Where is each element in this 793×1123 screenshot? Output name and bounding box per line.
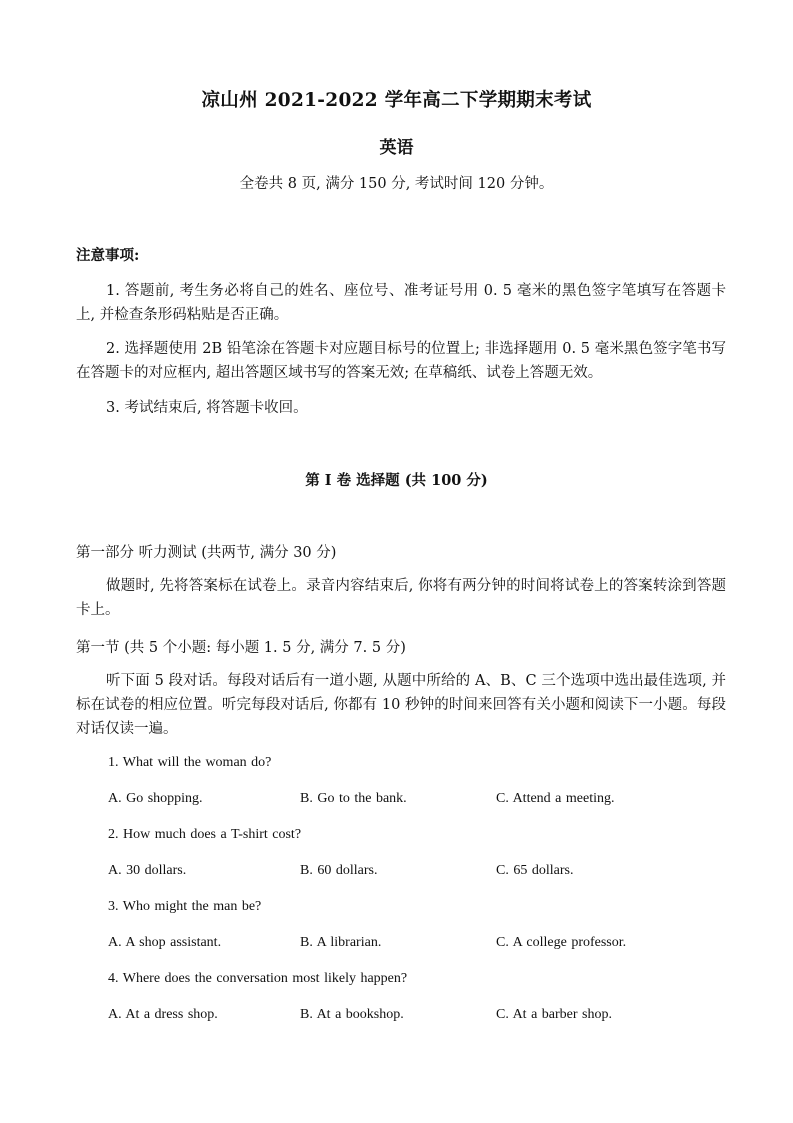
question-3-option-c: C. A college professor. bbox=[496, 935, 627, 950]
question-3-option-a: A. A shop assistant. bbox=[108, 935, 222, 950]
question-2-option-c: C. 65 dollars. bbox=[496, 863, 574, 878]
notice-item-3: 3. 考试结束后, 将答题卡收回。 bbox=[106, 400, 308, 416]
question-1: 1. What will the woman do? bbox=[108, 755, 272, 770]
exam-subject: 英语 bbox=[379, 138, 414, 158]
sub-section-title: 第一节 (共 5 个小题: 每小题 1. 5 分, 满分 7. 5 分) bbox=[76, 640, 406, 656]
question-4: 4. Where does the conversation most likely happen? bbox=[108, 971, 408, 986]
question-1-option-c: C. Attend a meeting. bbox=[496, 791, 615, 806]
sub-section-instruction: 听下面 5 段对话。每段对话后有一道小题, 从题中所给的 A、B、C 三个选项中选出最佳选项, 并标在试卷的相应位置。听完每段对话后, 你都有 10 秒钟的时间来回答有关小题和阅读下一小题。每段对话仅读一遍。 bbox=[76, 673, 726, 737]
notice-heading: 注意事项: bbox=[76, 247, 140, 264]
exam-info: 全卷共 8 页, 满分 150 分, 考试时间 120 分钟。 bbox=[239, 176, 554, 192]
question-4-option-c: C. At a barber shop. bbox=[496, 1007, 612, 1022]
question-4-option-b: B. At a bookshop. bbox=[300, 1007, 404, 1022]
part-instruction: 做题时, 先将答案标在试卷上。录音内容结束后, 你将有两分钟的时间将试卷上的答案转涂到答题卡上。 bbox=[76, 578, 726, 618]
exam-title: 凉山州 2021-2022 学年高二下学期期末考试 bbox=[201, 90, 592, 111]
question-1-option-b: B. Go to the bank. bbox=[300, 791, 407, 806]
question-2-option-a: A. 30 dollars. bbox=[108, 863, 187, 878]
section-title: 第 I 卷 选择题 (共 100 分) bbox=[305, 472, 488, 489]
question-3: 3. Who might the man be? bbox=[108, 899, 262, 914]
question-2-option-b: B. 60 dollars. bbox=[300, 863, 378, 878]
question-3-option-b: B. A librarian. bbox=[300, 935, 382, 950]
question-1-option-a: A. Go shopping. bbox=[108, 791, 203, 806]
question-2: 2. How much does a T-shirt cost? bbox=[108, 827, 302, 842]
notice-item-1: 1. 答题前, 考生务必将自己的姓名、座位号、准考证号用 0. 5 毫米的黑色签字笔填写在答题卡上, 并检查条形码粘贴是否正确。 bbox=[76, 283, 726, 323]
question-4-option-a: A. At a dress shop. bbox=[108, 1007, 218, 1022]
notice-item-2: 2. 选择题使用 2B 铅笔涂在答题卡对应题目标号的位置上; 非选择题用 0. 5 毫米黑色签字笔书写在答题卡的对应框内, 超出答题区域书写的答案无效; 在草稿纸、试卷上答题无效。 bbox=[76, 341, 726, 381]
part-title: 第一部分 听力测试 (共两节, 满分 30 分) bbox=[76, 545, 337, 561]
